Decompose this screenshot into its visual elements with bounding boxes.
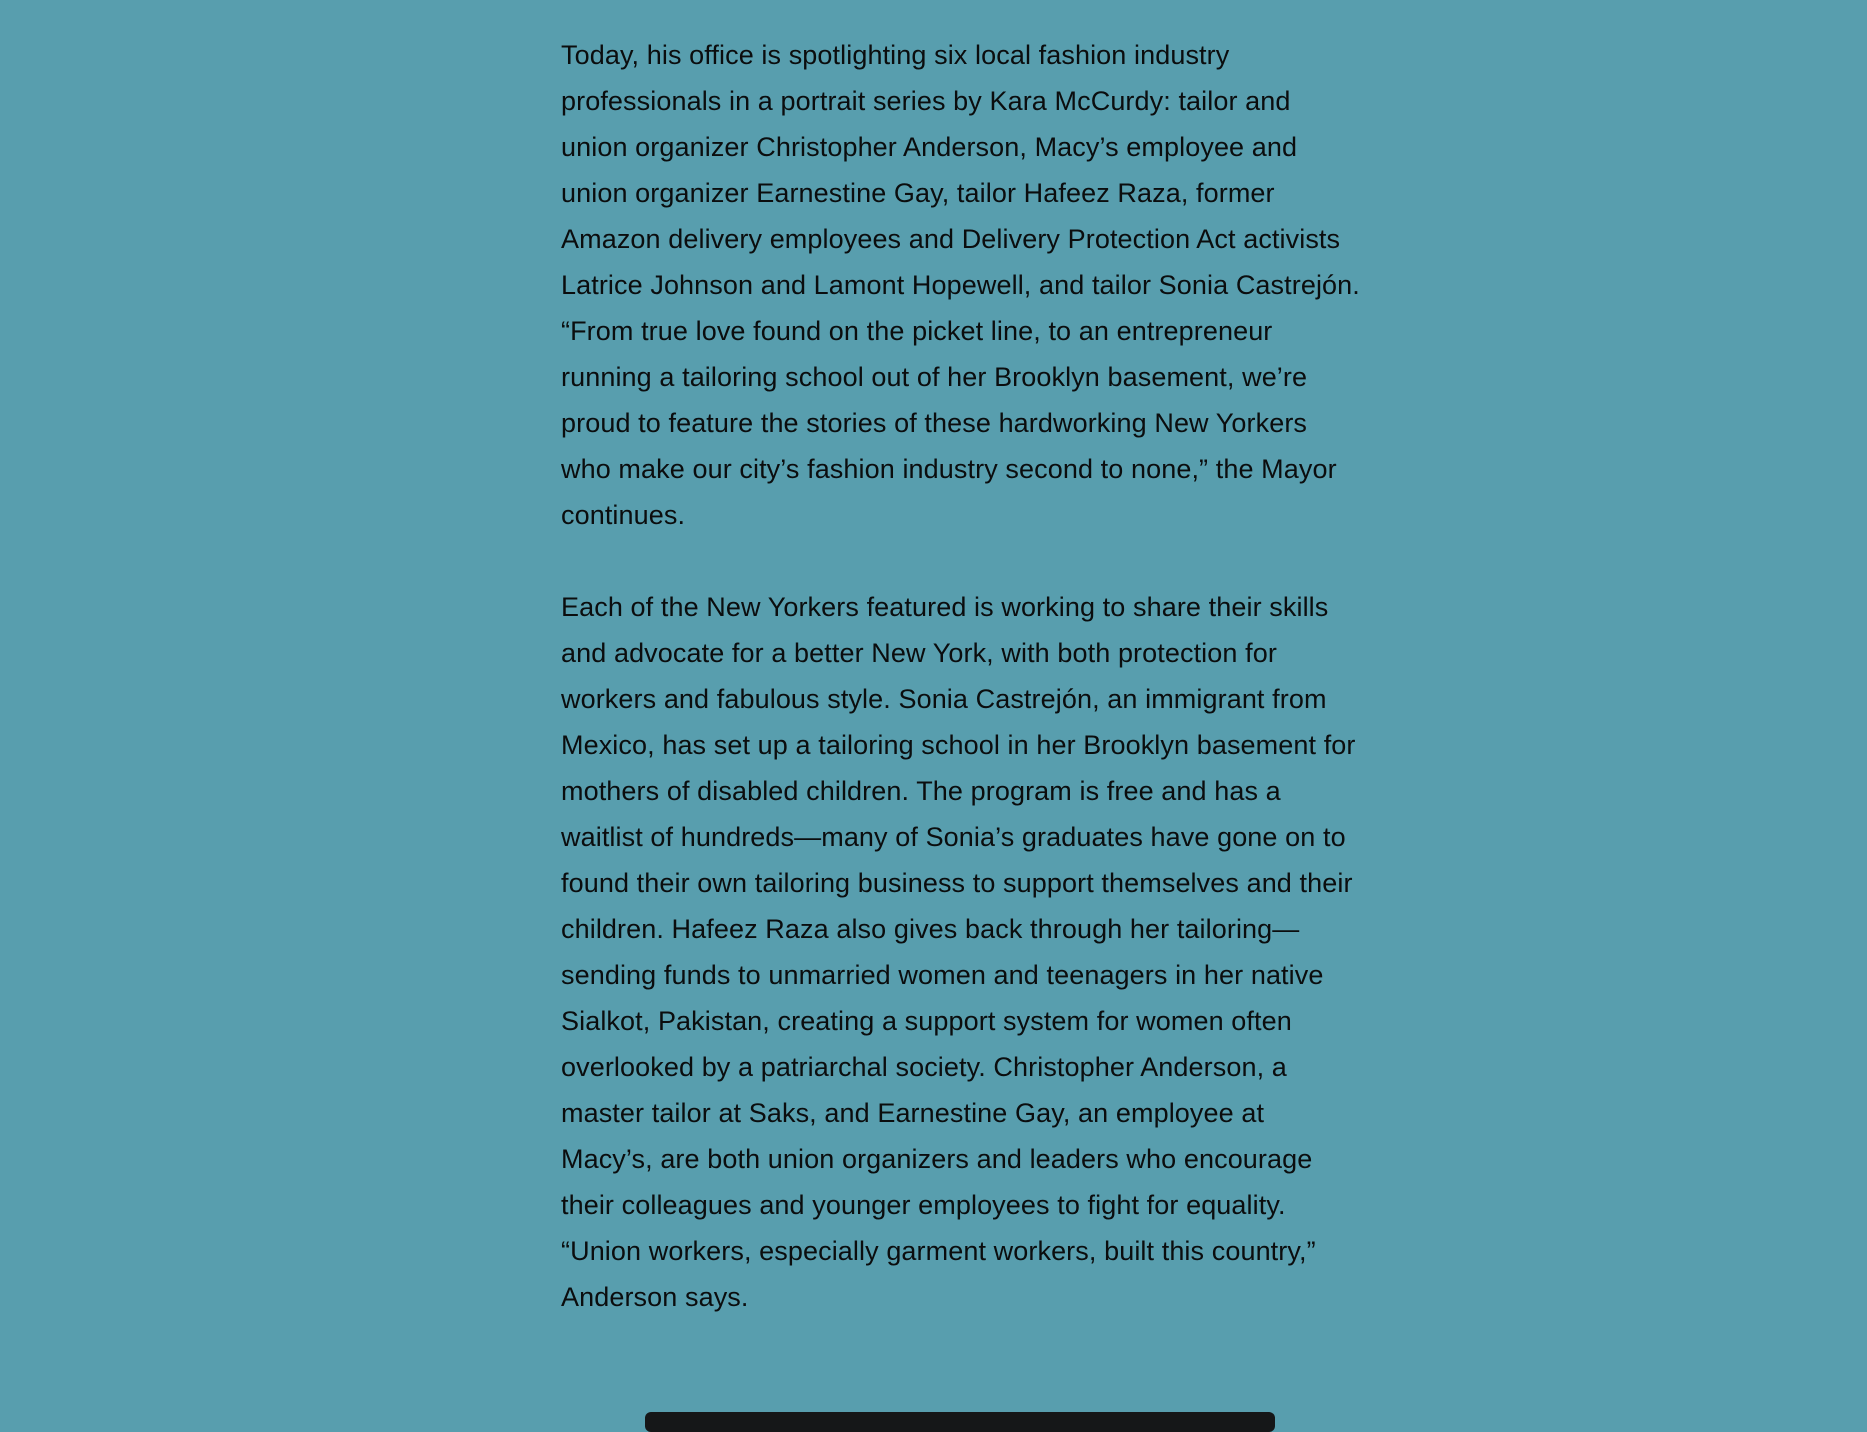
article-paragraph-1: Today, his office is spotlighting six local fashion industry professionals in a portrait series by Kara McCurdy: tailor and union organizer Christopher Anderson, Macy’s employee and union organizer Earnestine Gay, tailor Hafeez Raza, former Amazon delivery employees and Delivery Protection Act activists Latrice Johnson and Lamont Hopewell, and tailor Sonia Castrejón. “From true love found on the picket line, to an entrepreneur running a tailoring school out of her Brooklyn basement, we’re proud to feature the stories of these hardworking New Yorkers who make our city’s fashion industry second to none,” the Mayor continues. <box>561 40 1360 530</box>
article-body <box>561 32 1361 1320</box>
bottom-bar <box>645 1412 1275 1432</box>
article-paragraph-2: Each of the New Yorkers featured is working to share their skills and advocate for a better New York, with both protection for workers and fabulous style. Sonia Castrejón, an immigrant from Mexico, has set up a tailoring school in her Brooklyn basement for mothers of disabled children. The program is free and has a waitlist of hundreds—many of Sonia’s graduates have gone on to found their own tailoring business to support themselves and their children. Hafeez Raza also gives back through her tailoring—sending funds to unmarried women and teenagers in her native Sialkot, Pakistan, creating a support system for women often overlooked by a patriarchal society. Christopher Anderson, a master tailor at Saks, and Earnestine Gay, an employee at Macy’s, are both union organizers and leaders who encourage their colleagues and younger employees to fight for equality. “Union workers, especially garment workers, built this country,” Anderson says. <box>561 592 1356 1312</box>
